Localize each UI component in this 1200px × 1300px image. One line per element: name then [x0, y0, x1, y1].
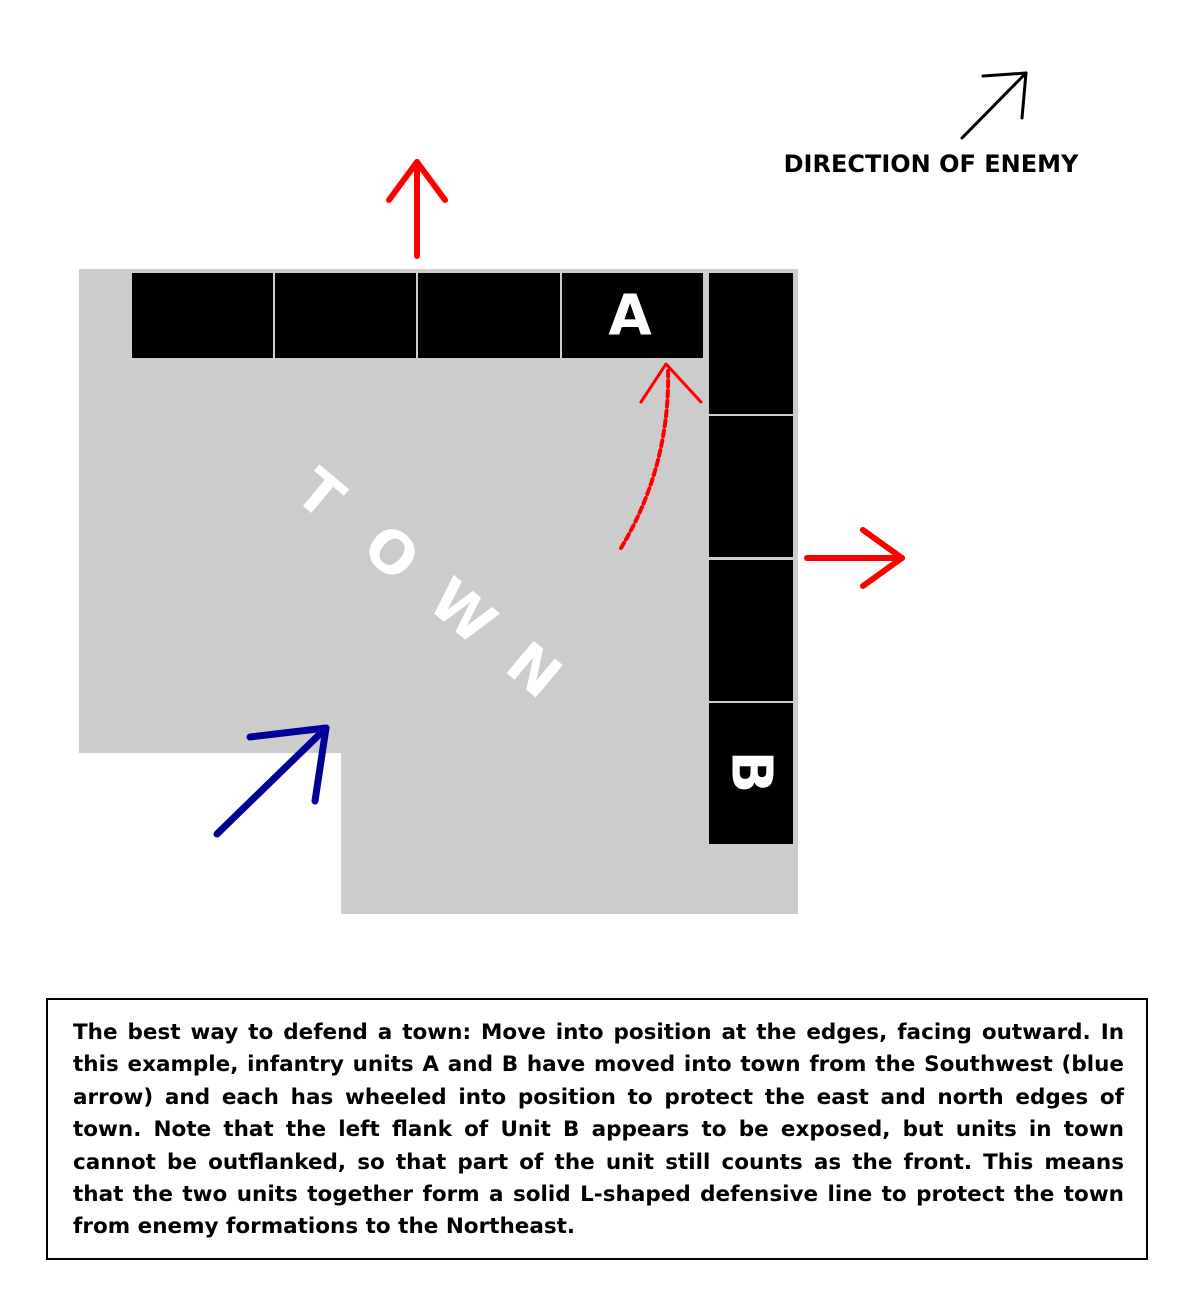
unit-a-segment [275, 273, 416, 358]
caption-box [46, 998, 1148, 1260]
town-label-letter: W [416, 564, 510, 658]
town-label-letter: N [493, 628, 575, 712]
town-label-letter: O [350, 510, 433, 595]
arrow-northeast-icon [962, 73, 1026, 138]
unit-a-segment [132, 273, 273, 358]
unit-b-segment [709, 273, 793, 414]
unit-a-label: A [608, 283, 652, 349]
unit-b-segment [709, 560, 793, 701]
unit-b-label: B [718, 750, 784, 794]
direction-of-enemy-label: DIRECTION OF ENEMY [783, 150, 1079, 178]
direction-of-enemy-legend [784, 73, 1079, 178]
facing-arrow-north [389, 162, 445, 256]
unit-a-segment [418, 273, 560, 358]
town-label-letter: T [282, 455, 358, 533]
unit-b-segment [709, 416, 793, 557]
facing-arrow-east [807, 530, 902, 586]
caption-text: The best way to defend a town: Move into position at the edges, facing outward. In this example, infantry units A and B have moved into town from the Southwest (blue arrow) and each has wheeled into position to protect the east and north edges of town. Note that the left flank of Unit B appears to be exposed, but units in town cannot be outflanked, so that part of the unit still counts as the front. This means that the two units together form a solid L-shaped defensive line to protect the town from enemy formations to the Northeast. [73, 1020, 1124, 1240]
